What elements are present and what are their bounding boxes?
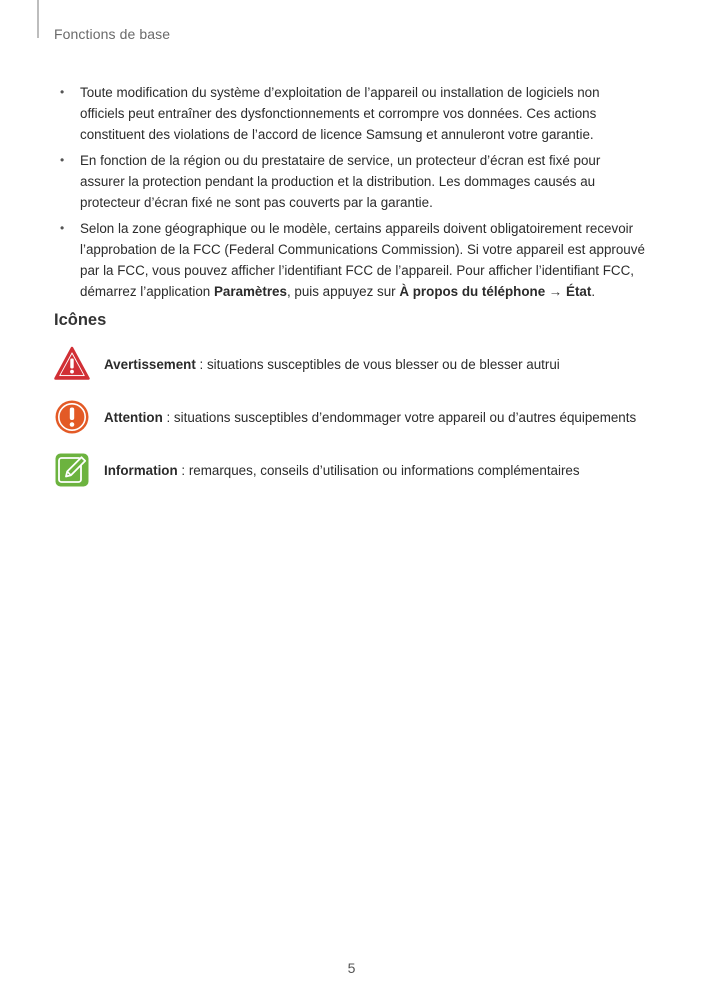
icon-legend-row-note: [54, 452, 674, 488]
chapter-title: Fonctions de base: [54, 26, 171, 42]
icons-section-title: Icônes: [54, 311, 107, 329]
warning-triangle-icon: [54, 346, 90, 382]
caution-label: Attention: [104, 409, 163, 425]
note-label: Information: [104, 462, 178, 478]
warning-label: Avertissement: [104, 356, 196, 372]
caution-exclamation-icon: [54, 399, 90, 435]
menu-path-status: État: [566, 284, 592, 299]
bullet-item: [54, 218, 646, 302]
bullet-list: [54, 82, 646, 307]
page-number: 5: [347, 960, 356, 976]
icon-legend-row-warning: [54, 346, 674, 382]
bullet-marker: •: [60, 221, 65, 235]
icon-legend-text: [104, 463, 580, 478]
menu-path-about-phone: À propos du téléphone: [399, 284, 546, 299]
bullet-text-before: Selon la zone géographique ou le modèle, certains appareils doivent obligatoirement recevoir l’approbation de la FCC (Federal Communications Commission). Si votre appareil est approuvé par la FCC, vous pouvez afficher l’identifiant FCC de l’appareil. Pour afficher l’identifiant FCC, démarrez l’application: [80, 221, 645, 299]
header-divider: [37, 0, 39, 38]
icon-legend-row-caution: [54, 399, 674, 435]
bullet-item: [54, 150, 646, 213]
bullet-text: [80, 221, 645, 299]
bullet-text: Toute modification du système d’exploitation de l’appareil ou installation de logiciels non officiels peut entraîner des dysfonctionnements et corrompre vos données. Ces actions constituent des violations de l’accord de licence Samsung et annuleront votre garantie.: [80, 85, 600, 142]
bullet-marker: •: [60, 153, 65, 167]
settings-app-name: Paramètres: [213, 284, 287, 299]
icon-legend-text: [104, 410, 636, 425]
bullet-text-end: .: [591, 284, 596, 299]
bullet-text: En fonction de la région ou du prestataire de service, un protecteur d’écran est fixé pour assurer la protection pendant la production et la distribution. Les dommages causés au protecteur d’écran fixé ne sont pas couverts par la garantie.: [80, 153, 601, 210]
bullet-marker: •: [60, 85, 65, 99]
menu-path-arrow: →: [545, 284, 567, 299]
note-description: : remarques, conseils d’utilisation ou informations complémentaires: [177, 462, 580, 478]
bullet-item: [54, 82, 646, 145]
note-pencil-icon: [54, 452, 90, 488]
bullet-text-middle: , puis appuyez sur: [286, 284, 400, 299]
icon-legend-text: [104, 357, 560, 372]
caution-description: : situations susceptibles d’endommager votre appareil ou d’autres équipements: [162, 409, 637, 425]
warning-description: : situations susceptibles de vous blesser ou de blesser autrui: [195, 356, 560, 372]
